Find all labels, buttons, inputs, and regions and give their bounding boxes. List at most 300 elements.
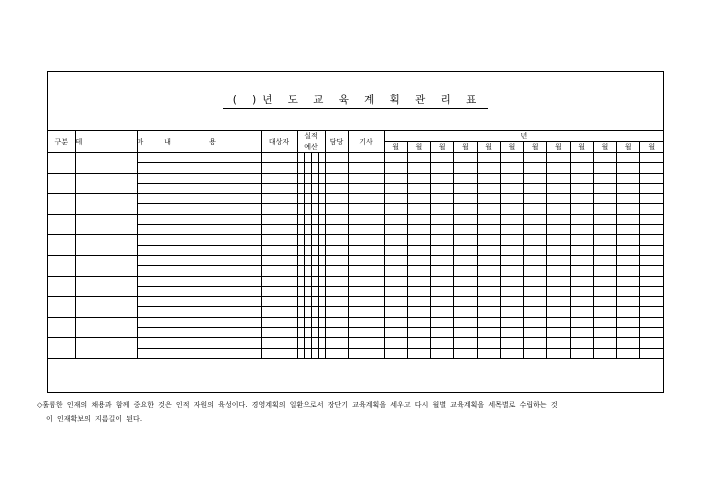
table-cell[interactable] [325, 338, 348, 348]
table-cell[interactable] [431, 173, 454, 183]
table-cell[interactable] [325, 173, 348, 183]
table-cell[interactable] [261, 173, 297, 183]
table-cell[interactable] [593, 204, 616, 214]
table-cell[interactable] [325, 163, 348, 173]
table-cell[interactable] [348, 173, 384, 183]
table-cell[interactable] [524, 255, 547, 265]
table-cell[interactable] [524, 307, 547, 317]
table-cell[interactable] [348, 183, 384, 193]
table-cell[interactable] [454, 266, 477, 276]
table-cell[interactable] [617, 204, 640, 214]
table-cell[interactable] [384, 276, 407, 286]
table-cell[interactable] [407, 153, 430, 163]
table-cell[interactable] [570, 255, 593, 265]
table-cell[interactable] [304, 307, 311, 317]
table-cell[interactable] [454, 235, 477, 245]
table-cell[interactable] [137, 307, 261, 317]
table-cell[interactable] [547, 194, 570, 204]
table-cell[interactable] [304, 235, 311, 245]
table-cell[interactable] [311, 183, 318, 193]
table-cell[interactable] [297, 317, 304, 327]
table-cell[interactable] [547, 183, 570, 193]
table-cell[interactable] [137, 276, 261, 286]
table-cell[interactable] [137, 317, 261, 327]
table-cell[interactable] [500, 276, 523, 286]
table-cell[interactable] [261, 286, 297, 296]
table-cell[interactable] [547, 328, 570, 338]
table-cell[interactable] [297, 194, 304, 204]
table-cell[interactable] [547, 266, 570, 276]
table-cell[interactable] [325, 307, 348, 317]
table-cell[interactable] [318, 194, 325, 204]
table-cell[interactable] [348, 286, 384, 296]
table-cell[interactable] [311, 204, 318, 214]
table-cell[interactable] [500, 183, 523, 193]
table-cell[interactable] [431, 328, 454, 338]
table-cell[interactable] [297, 276, 304, 286]
table-cell[interactable] [311, 255, 318, 265]
table-cell[interactable] [593, 276, 616, 286]
table-cell[interactable] [348, 307, 384, 317]
table-cell[interactable] [524, 276, 547, 286]
theme-cell[interactable] [75, 194, 137, 215]
table-cell[interactable] [261, 225, 297, 235]
table-cell[interactable] [500, 194, 523, 204]
table-cell[interactable] [454, 276, 477, 286]
category-cell[interactable] [48, 214, 75, 235]
table-cell[interactable] [454, 163, 477, 173]
table-cell[interactable] [640, 297, 663, 307]
table-cell[interactable] [304, 338, 311, 348]
table-cell[interactable] [617, 173, 640, 183]
table-cell[interactable] [593, 307, 616, 317]
table-cell[interactable] [593, 286, 616, 296]
table-cell[interactable] [318, 163, 325, 173]
table-cell[interactable] [407, 183, 430, 193]
table-cell[interactable] [617, 276, 640, 286]
table-cell[interactable] [570, 266, 593, 276]
table-cell[interactable] [297, 297, 304, 307]
table-cell[interactable] [348, 276, 384, 286]
table-cell[interactable] [524, 297, 547, 307]
category-cell[interactable] [48, 297, 75, 318]
table-cell[interactable] [454, 307, 477, 317]
table-cell[interactable] [431, 266, 454, 276]
table-cell[interactable] [261, 338, 297, 348]
table-cell[interactable] [617, 286, 640, 296]
table-cell[interactable] [640, 255, 663, 265]
table-cell[interactable] [297, 286, 304, 296]
table-cell[interactable] [593, 348, 616, 358]
table-cell[interactable] [570, 317, 593, 327]
table-cell[interactable] [431, 194, 454, 204]
table-cell[interactable] [318, 214, 325, 224]
table-cell[interactable] [570, 235, 593, 245]
category-cell[interactable] [48, 338, 75, 359]
table-cell[interactable] [407, 163, 430, 173]
table-cell[interactable] [524, 338, 547, 348]
table-cell[interactable] [524, 183, 547, 193]
table-cell[interactable] [304, 255, 311, 265]
table-cell[interactable] [524, 173, 547, 183]
table-cell[interactable] [477, 183, 500, 193]
theme-cell[interactable] [75, 173, 137, 194]
table-cell[interactable] [261, 245, 297, 255]
table-cell[interactable] [325, 286, 348, 296]
table-cell[interactable] [524, 153, 547, 163]
table-cell[interactable] [261, 297, 297, 307]
table-cell[interactable] [297, 328, 304, 338]
table-cell[interactable] [500, 225, 523, 235]
table-cell[interactable] [318, 297, 325, 307]
table-cell[interactable] [593, 163, 616, 173]
table-cell[interactable] [137, 183, 261, 193]
table-cell[interactable] [477, 245, 500, 255]
table-cell[interactable] [311, 214, 318, 224]
table-cell[interactable] [318, 245, 325, 255]
table-cell[interactable] [384, 235, 407, 245]
table-cell[interactable] [454, 183, 477, 193]
table-cell[interactable] [304, 173, 311, 183]
table-cell[interactable] [431, 348, 454, 358]
table-cell[interactable] [297, 307, 304, 317]
table-cell[interactable] [640, 183, 663, 193]
table-cell[interactable] [617, 235, 640, 245]
table-cell[interactable] [304, 286, 311, 296]
table-cell[interactable] [524, 328, 547, 338]
table-cell[interactable] [318, 286, 325, 296]
table-cell[interactable] [617, 317, 640, 327]
table-cell[interactable] [318, 153, 325, 163]
table-cell[interactable] [477, 194, 500, 204]
table-cell[interactable] [454, 255, 477, 265]
table-cell[interactable] [137, 255, 261, 265]
table-cell[interactable] [384, 266, 407, 276]
table-cell[interactable] [311, 328, 318, 338]
table-cell[interactable] [297, 245, 304, 255]
table-cell[interactable] [304, 276, 311, 286]
table-cell[interactable] [640, 307, 663, 317]
table-cell[interactable] [617, 225, 640, 235]
table-cell[interactable] [297, 338, 304, 348]
table-cell[interactable] [617, 255, 640, 265]
table-cell[interactable] [137, 328, 261, 338]
table-cell[interactable] [524, 204, 547, 214]
table-cell[interactable] [640, 163, 663, 173]
table-cell[interactable] [348, 328, 384, 338]
table-cell[interactable] [431, 276, 454, 286]
table-cell[interactable] [524, 317, 547, 327]
table-cell[interactable] [304, 266, 311, 276]
table-cell[interactable] [311, 245, 318, 255]
table-cell[interactable] [547, 173, 570, 183]
table-cell[interactable] [384, 297, 407, 307]
theme-cell[interactable] [75, 255, 137, 276]
table-cell[interactable] [640, 328, 663, 338]
table-cell[interactable] [348, 338, 384, 348]
table-cell[interactable] [304, 183, 311, 193]
table-cell[interactable] [524, 245, 547, 255]
table-cell[interactable] [311, 348, 318, 358]
category-cell[interactable] [48, 235, 75, 256]
table-cell[interactable] [477, 317, 500, 327]
table-cell[interactable] [524, 194, 547, 204]
table-cell[interactable] [500, 153, 523, 163]
table-cell[interactable] [524, 348, 547, 358]
table-cell[interactable] [325, 204, 348, 214]
table-cell[interactable] [348, 225, 384, 235]
table-cell[interactable] [407, 286, 430, 296]
table-cell[interactable] [547, 255, 570, 265]
table-cell[interactable] [384, 153, 407, 163]
table-cell[interactable] [137, 214, 261, 224]
table-cell[interactable] [384, 163, 407, 173]
table-cell[interactable] [261, 266, 297, 276]
table-cell[interactable] [617, 245, 640, 255]
table-cell[interactable] [261, 214, 297, 224]
table-cell[interactable] [593, 317, 616, 327]
table-cell[interactable] [431, 338, 454, 348]
table-cell[interactable] [261, 194, 297, 204]
table-cell[interactable] [137, 173, 261, 183]
table-cell[interactable] [431, 317, 454, 327]
table-cell[interactable] [454, 225, 477, 235]
table-cell[interactable] [311, 286, 318, 296]
table-cell[interactable] [304, 214, 311, 224]
table-cell[interactable] [137, 348, 261, 358]
table-cell[interactable] [431, 153, 454, 163]
table-cell[interactable] [304, 153, 311, 163]
table-cell[interactable] [477, 348, 500, 358]
table-cell[interactable] [454, 245, 477, 255]
table-cell[interactable] [500, 307, 523, 317]
category-cell[interactable] [48, 194, 75, 215]
table-cell[interactable] [570, 348, 593, 358]
table-cell[interactable] [477, 235, 500, 245]
table-cell[interactable] [137, 194, 261, 204]
table-cell[interactable] [570, 153, 593, 163]
table-cell[interactable] [640, 204, 663, 214]
table-cell[interactable] [593, 328, 616, 338]
table-cell[interactable] [617, 338, 640, 348]
table-cell[interactable] [547, 317, 570, 327]
table-cell[interactable] [570, 214, 593, 224]
table-cell[interactable] [547, 225, 570, 235]
table-cell[interactable] [304, 328, 311, 338]
table-cell[interactable] [500, 235, 523, 245]
table-cell[interactable] [477, 328, 500, 338]
table-cell[interactable] [311, 153, 318, 163]
table-cell[interactable] [477, 307, 500, 317]
table-cell[interactable] [261, 276, 297, 286]
table-cell[interactable] [137, 235, 261, 245]
table-cell[interactable] [570, 307, 593, 317]
category-cell[interactable] [48, 276, 75, 297]
table-cell[interactable] [297, 255, 304, 265]
table-cell[interactable] [617, 307, 640, 317]
table-cell[interactable] [500, 297, 523, 307]
table-cell[interactable] [454, 194, 477, 204]
table-cell[interactable] [500, 348, 523, 358]
table-cell[interactable] [384, 183, 407, 193]
table-cell[interactable] [454, 286, 477, 296]
table-cell[interactable] [617, 183, 640, 193]
table-cell[interactable] [384, 348, 407, 358]
table-cell[interactable] [311, 297, 318, 307]
table-cell[interactable] [311, 317, 318, 327]
table-cell[interactable] [318, 338, 325, 348]
table-cell[interactable] [547, 297, 570, 307]
table-cell[interactable] [570, 245, 593, 255]
table-cell[interactable] [570, 163, 593, 173]
table-cell[interactable] [617, 297, 640, 307]
table-cell[interactable] [431, 307, 454, 317]
table-cell[interactable] [500, 317, 523, 327]
table-cell[interactable] [593, 214, 616, 224]
table-cell[interactable] [297, 183, 304, 193]
table-cell[interactable] [640, 286, 663, 296]
table-cell[interactable] [261, 328, 297, 338]
table-cell[interactable] [311, 235, 318, 245]
table-cell[interactable] [348, 266, 384, 276]
table-cell[interactable] [137, 297, 261, 307]
table-cell[interactable] [431, 225, 454, 235]
table-cell[interactable] [297, 173, 304, 183]
table-cell[interactable] [407, 204, 430, 214]
table-cell[interactable] [297, 225, 304, 235]
table-cell[interactable] [407, 297, 430, 307]
table-cell[interactable] [640, 266, 663, 276]
table-cell[interactable] [640, 194, 663, 204]
table-cell[interactable] [304, 225, 311, 235]
table-cell[interactable] [384, 307, 407, 317]
theme-cell[interactable] [75, 338, 137, 359]
table-cell[interactable] [384, 225, 407, 235]
table-cell[interactable] [570, 338, 593, 348]
theme-cell[interactable] [75, 317, 137, 338]
table-cell[interactable] [500, 328, 523, 338]
table-cell[interactable] [304, 297, 311, 307]
table-cell[interactable] [325, 255, 348, 265]
table-cell[interactable] [325, 214, 348, 224]
table-cell[interactable] [261, 307, 297, 317]
table-cell[interactable] [617, 153, 640, 163]
table-cell[interactable] [547, 276, 570, 286]
table-cell[interactable] [524, 235, 547, 245]
table-cell[interactable] [617, 328, 640, 338]
table-cell[interactable] [477, 225, 500, 235]
table-cell[interactable] [297, 214, 304, 224]
table-cell[interactable] [524, 214, 547, 224]
table-cell[interactable] [407, 348, 430, 358]
table-cell[interactable] [431, 297, 454, 307]
table-cell[interactable] [477, 266, 500, 276]
table-cell[interactable] [407, 266, 430, 276]
table-cell[interactable] [137, 204, 261, 214]
table-cell[interactable] [593, 338, 616, 348]
table-cell[interactable] [500, 204, 523, 214]
table-cell[interactable] [318, 307, 325, 317]
table-cell[interactable] [407, 225, 430, 235]
table-cell[interactable] [261, 348, 297, 358]
table-cell[interactable] [477, 297, 500, 307]
table-cell[interactable] [261, 163, 297, 173]
table-cell[interactable] [407, 235, 430, 245]
category-cell[interactable] [48, 173, 75, 194]
table-cell[interactable] [431, 183, 454, 193]
table-cell[interactable] [261, 255, 297, 265]
table-cell[interactable] [325, 245, 348, 255]
table-cell[interactable] [454, 153, 477, 163]
table-cell[interactable] [137, 338, 261, 348]
table-cell[interactable] [348, 153, 384, 163]
table-cell[interactable] [348, 235, 384, 245]
table-cell[interactable] [547, 163, 570, 173]
table-cell[interactable] [477, 214, 500, 224]
table-cell[interactable] [570, 194, 593, 204]
table-cell[interactable] [325, 225, 348, 235]
table-cell[interactable] [318, 235, 325, 245]
table-cell[interactable] [500, 286, 523, 296]
table-cell[interactable] [384, 317, 407, 327]
table-cell[interactable] [407, 307, 430, 317]
table-cell[interactable] [304, 317, 311, 327]
table-cell[interactable] [593, 183, 616, 193]
table-cell[interactable] [407, 194, 430, 204]
table-cell[interactable] [477, 163, 500, 173]
table-cell[interactable] [640, 276, 663, 286]
table-cell[interactable] [348, 297, 384, 307]
table-cell[interactable] [311, 276, 318, 286]
table-cell[interactable] [297, 235, 304, 245]
table-cell[interactable] [431, 245, 454, 255]
table-cell[interactable] [311, 225, 318, 235]
table-cell[interactable] [477, 286, 500, 296]
table-cell[interactable] [318, 317, 325, 327]
table-cell[interactable] [325, 194, 348, 204]
table-cell[interactable] [547, 348, 570, 358]
table-cell[interactable] [640, 235, 663, 245]
table-cell[interactable] [384, 214, 407, 224]
table-cell[interactable] [640, 338, 663, 348]
table-cell[interactable] [348, 317, 384, 327]
table-cell[interactable] [640, 317, 663, 327]
table-cell[interactable] [640, 214, 663, 224]
table-cell[interactable] [500, 255, 523, 265]
table-cell[interactable] [500, 338, 523, 348]
table-cell[interactable] [137, 153, 261, 163]
theme-cell[interactable] [75, 153, 137, 174]
table-cell[interactable] [311, 307, 318, 317]
table-cell[interactable] [593, 235, 616, 245]
table-cell[interactable] [407, 245, 430, 255]
theme-cell[interactable] [75, 214, 137, 235]
table-cell[interactable] [524, 225, 547, 235]
table-cell[interactable] [477, 173, 500, 183]
table-cell[interactable] [617, 163, 640, 173]
table-cell[interactable] [261, 235, 297, 245]
table-cell[interactable] [431, 235, 454, 245]
table-cell[interactable] [261, 204, 297, 214]
table-cell[interactable] [384, 245, 407, 255]
table-cell[interactable] [477, 255, 500, 265]
table-cell[interactable] [640, 153, 663, 163]
table-cell[interactable] [384, 338, 407, 348]
table-cell[interactable] [384, 204, 407, 214]
table-cell[interactable] [593, 255, 616, 265]
table-cell[interactable] [500, 173, 523, 183]
table-cell[interactable] [318, 225, 325, 235]
